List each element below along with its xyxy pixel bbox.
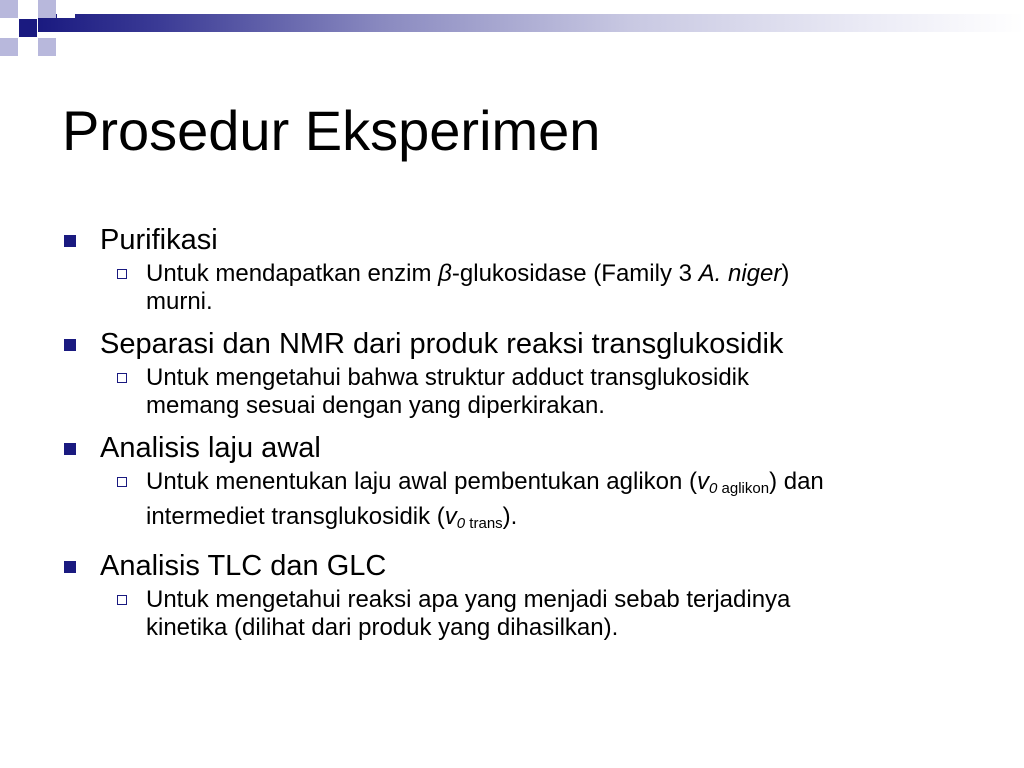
header-gradient-bar	[38, 14, 1024, 32]
list-item	[62, 222, 982, 258]
sub-text-line: kinetika (dilihat dari produk yang dihasilkan).	[146, 614, 619, 641]
sub-text-part: ) dan	[769, 468, 824, 495]
hollow-square-bullet-icon	[117, 269, 127, 279]
sub-text-line: memang sesuai dengan yang diperkirakan.	[146, 392, 605, 419]
bullet-text: Separasi dan NMR dari produk reaksi transglukosidik	[100, 328, 784, 360]
sub-list-item	[62, 260, 982, 316]
sub-text-part: murni.	[146, 288, 213, 315]
sub-list-item	[62, 364, 982, 420]
variable-v: v	[444, 503, 457, 530]
square-bullet-icon	[64, 235, 76, 247]
sub-text-part: ).	[502, 503, 518, 530]
sub-text-part: Untuk menentukan laju awal pembentukan aglikon (	[146, 468, 698, 495]
list-item	[62, 548, 982, 584]
square-bullet-icon	[64, 443, 76, 455]
species-name: A. niger	[698, 260, 782, 287]
beta-symbol: β	[438, 260, 452, 287]
bullet-text: Purifikasi	[100, 224, 218, 256]
sub-text-part: intermediet transglukosidik (	[146, 503, 445, 530]
sub-text-part: )	[781, 260, 790, 287]
slide-title: Prosedur Eksperimen	[62, 99, 601, 162]
square-bullet-icon	[64, 561, 76, 573]
hollow-square-bullet-icon	[117, 477, 127, 487]
sub-list-item	[62, 468, 982, 538]
bullet-list	[62, 222, 982, 642]
sub-text-part: Untuk mendapatkan enzim	[146, 260, 439, 287]
bullet-text: Analisis laju awal	[100, 432, 321, 464]
sub-text-line: Untuk mengetahui reaksi apa yang menjadi sebab terjadinya	[146, 586, 791, 613]
hollow-square-bullet-icon	[117, 595, 127, 605]
subscript: 0 aglikon	[709, 480, 770, 497]
header-squares-decoration	[0, 0, 80, 60]
sub-text-part: -glukosidase (Family 3	[451, 260, 699, 287]
sub-text-line: Untuk mengetahui bahwa struktur adduct transglukosidik	[146, 364, 749, 391]
list-item	[62, 430, 982, 466]
list-item	[62, 326, 982, 362]
sub-list-item	[62, 586, 982, 642]
subscript: 0 trans	[456, 515, 503, 532]
hollow-square-bullet-icon	[117, 373, 127, 383]
variable-v: v	[697, 468, 710, 495]
square-bullet-icon	[64, 339, 76, 351]
bullet-text: Analisis TLC dan GLC	[100, 550, 387, 582]
